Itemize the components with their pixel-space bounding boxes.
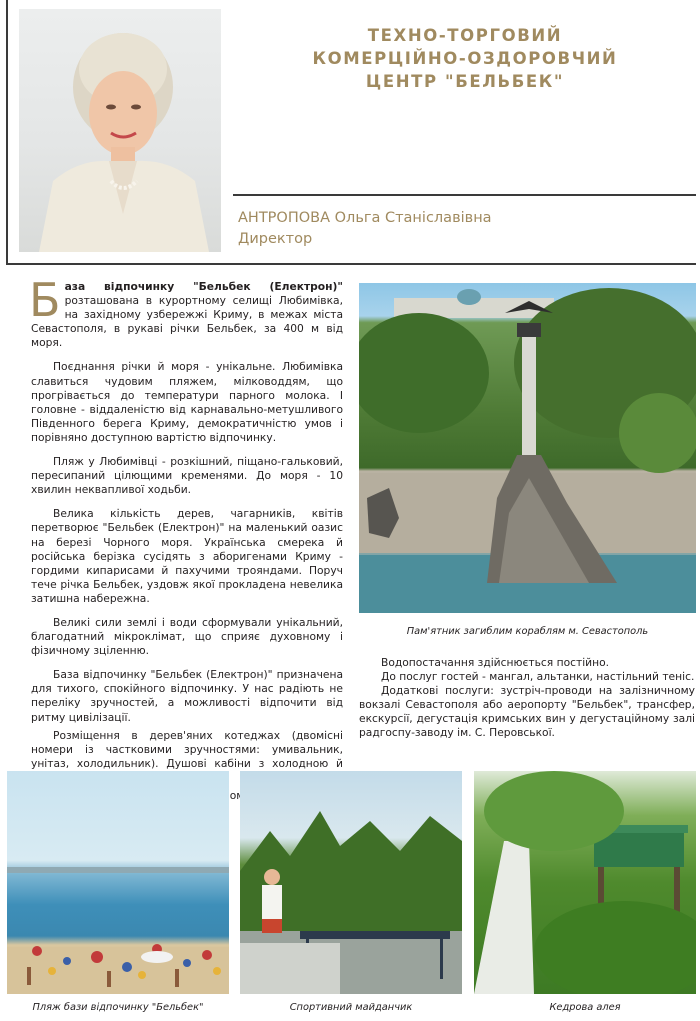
beach-photo (7, 771, 229, 994)
beach-caption: Пляж бази відпочинку "Бельбек" (32, 1002, 204, 1013)
header-bottom-rule (6, 263, 696, 265)
article-paragraph-3: Пляж у Любимівці - розкішний, піщано-гальковий, пересипаний цілющими кременями. До моря - 10 хвилин неквапливої ходьби. (31, 455, 343, 497)
company-title-line1: ТЕХНО-ТОРГОВИЙ (367, 26, 563, 45)
director-given-name: Ольга Станіславівна (334, 210, 492, 226)
article-paragraph-5: Великі сили землі і води сформували унікальний, благодатний мікроклімат, що сприяє духовному і фізичному зціленню. (31, 615, 343, 658)
header-rule (233, 194, 696, 196)
article-paragraph-2: Поєднання річки й моря - унікальне. Любимівка славиться чудовим пляжем, мілководдям, що прогрівається до температури парного молока. І головне - віддаленістю від карнавально-метушливого Південного берега Криму, демократичністю умов і порівняно доступною вартістю відпочинку. (31, 360, 343, 444)
article-paragraph-1 (29, 273, 343, 350)
director-name (238, 210, 492, 226)
company-title-line3: ЦЕНТР "БЕЛЬБЕК" (365, 72, 565, 91)
article-paragraph-6: База відпочинку "Бельбек (Електрон)" призначена для тихого, спокійного відпочинку. У нас радіють не переліку зручностей, а можливості відпочити від ритму цивілізації. (31, 668, 343, 724)
article-paragraph-4: Велика кількість дерев, чагарників, квітів перетворює "Бельбек (Електрон)" на маленький оазис на березі Чорного моря. Українська смерека й російська берізка сусідять з аборигенами Криму - гордими кипарисами й пахучими трояндами. Поруч тече річка Бельбек, уздовж якої прокладена невелика затишна набережна. (31, 507, 343, 605)
company-title-line2: КОМЕРЦІЙНО-ОЗДОРОВЧИЙ (312, 49, 618, 68)
article-paragraph-7: Розміщення в дерев'яних котеджах (двомісні номери із частковими зручностями: умивальник, унітаз, холодильник). Душові кабіни з холодною й (31, 728, 343, 770)
article-left-column (29, 273, 343, 817)
monument-caption: Пам'ятник загиблим кораблям м. Севастополь (406, 626, 649, 637)
article-paragraph-11: Додаткові послуги: зустріч-проводи на залізничному вокзалі Севастополя або аеропорту "Бельбек", трансфер, екскурсії, дегустація кримських вин у дегустаційному залі радгоспу-заводу ім. С. Перовської. (359, 684, 695, 740)
sports-ground-caption: Спортивний майданчик (289, 1002, 413, 1013)
article-lead: аза відпочинку "Бельбек (Електрон)" (64, 280, 343, 293)
director-role: Директор (238, 231, 313, 247)
article-paragraph-9: Водопостачання здійснюється постійно. (381, 656, 610, 669)
director-surname: АНТРОПОВА (238, 210, 331, 226)
article-paragraph-10: До послуг гостей - мангал, альтанки, настільний теніс. (381, 670, 695, 684)
cedar-alley-caption: Кедрова алея (549, 1002, 621, 1013)
director-portrait (19, 9, 221, 252)
drop-cap: Б (29, 273, 61, 327)
monument-photo (359, 283, 696, 613)
article-paragraph-1-rest: розташована в курортному селищі Любимівка, на західному узбережжі Криму, в межах міста Севастополя, в рукаві річки Бельбек, за 400 м від моря. (31, 294, 343, 350)
article-right-column (359, 656, 695, 741)
cedar-alley-photo (474, 771, 696, 994)
header-vertical-rule (6, 0, 8, 264)
sports-ground-photo (240, 771, 462, 994)
company-title (300, 24, 630, 93)
